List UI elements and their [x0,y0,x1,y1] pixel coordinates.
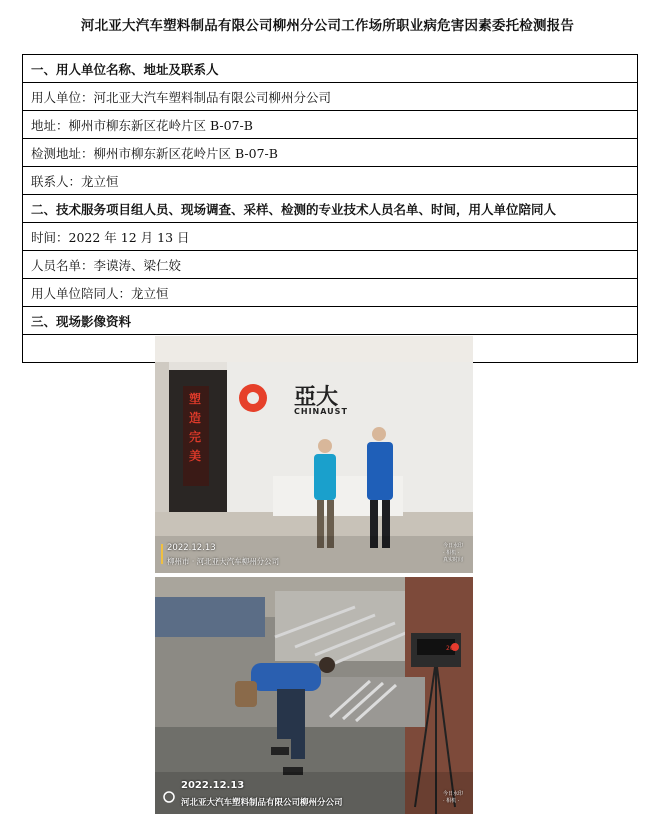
device-reading: 20 [446,645,454,652]
slogan-text: 塑造完美 [189,392,202,463]
section3-heading: 三、现场影像资料 [23,307,638,335]
photo1-watermark-sub2: 真实时间 [443,557,464,563]
photo2-watermark-sub: · 相机 · [443,798,460,804]
section2-heading: 二、技术服务项目组人员、现场调查、采样、检测的专业技术人员名单、时间，用人单位陪同人 [23,195,638,223]
photo1-watermark: 今日水印 [443,543,464,549]
logo-subtext: CHINAUST [294,407,348,416]
report-table [22,54,638,363]
photo1-date: 2022.12.13 [167,543,216,553]
address-row: 地址：柳州市柳东新区花岭片区 B-07-B [23,111,638,139]
contact-row: 联系人：龙立恒 [23,167,638,195]
photo1-watermark-sub: · 相机 · [443,550,460,556]
company-row: 用人单位：河北亚大汽车塑料制品有限公司柳州分公司 [23,83,638,111]
report-title: 河北亚大汽车塑料制品有限公司柳州分公司工作场所职业病危害因素委托检测报告 [80,18,575,34]
photo1-location: 柳州市 · 河北亚大汽车柳州分公司 [167,557,280,566]
photo2-location: 河北亚大汽车塑料制品有限公司柳州分公司 [181,798,343,808]
staff-row: 人员名单：李谟涛、梁仁姣 [23,251,638,279]
companion-row: 用人单位陪同人：龙立恒 [23,279,638,307]
time-row: 时间：2022 年 12 月 13 日 [23,223,638,251]
site-photo-lobby [155,336,473,573]
site-photo-workshop [155,577,473,814]
photo2-watermark: 今日水印 [443,791,464,797]
test-address-row: 检测地址：柳州市柳东新区花岭片区 B-07-B [23,139,638,167]
workshop-scene [155,577,473,814]
section1-heading: 一、用人单位名称、地址及联系人 [23,55,638,83]
photo2-date: 2022.12.13 [181,780,245,791]
logo-text: 亞大 [294,385,339,410]
